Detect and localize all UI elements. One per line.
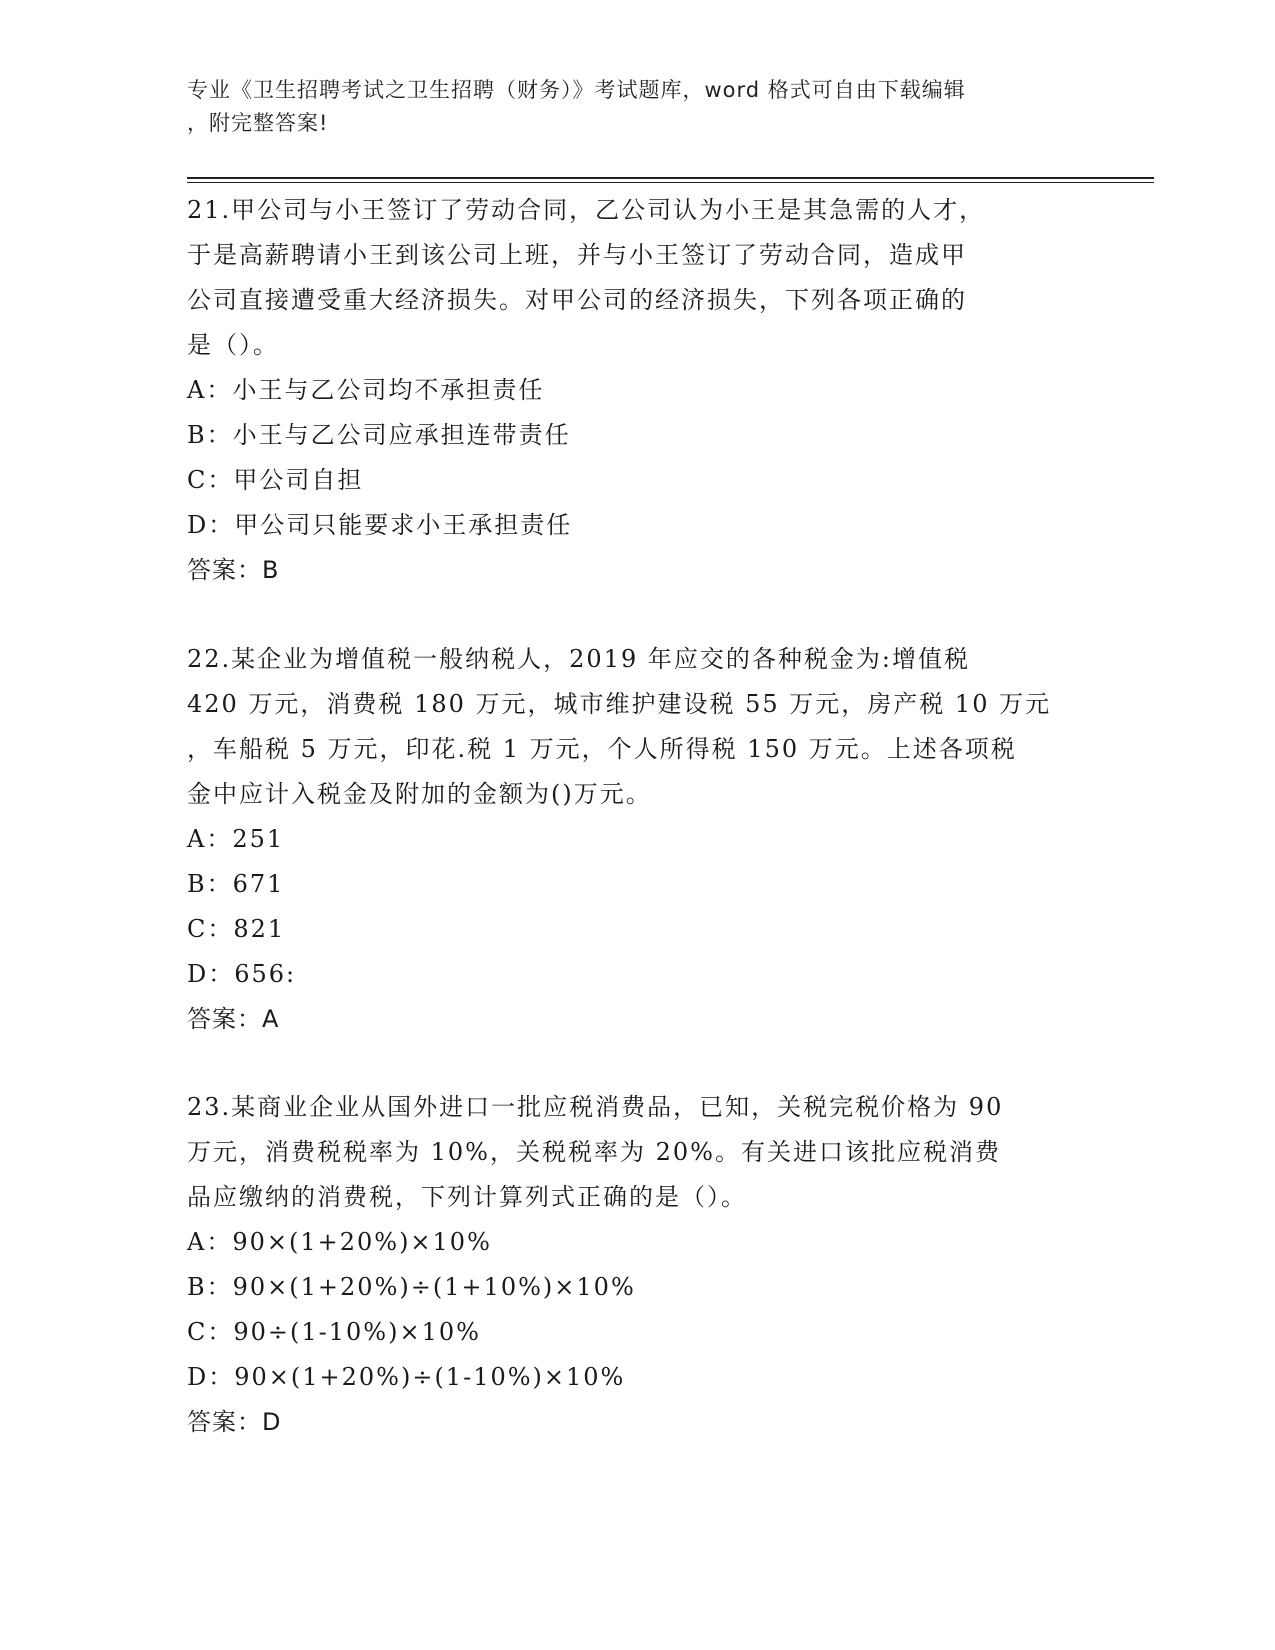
answer: 答案：A — [187, 1005, 280, 1033]
document-header — [187, 74, 1087, 140]
option-c: C：甲公司自担 — [187, 466, 364, 494]
header-line-1: 专业《卫生招聘考试之卫生招聘（财务）》考试题库，word 格式可自由下载编辑 — [187, 78, 966, 102]
option-d: D：甲公司只能要求小王承担责任 — [187, 511, 573, 539]
option-b: B：小王与乙公司应承担连带责任 — [187, 421, 571, 449]
option-c: C：90÷(1-10%)×10% — [187, 1318, 481, 1346]
header-divider-thin — [187, 182, 1154, 183]
option-a: A：小王与乙公司均不承担责任 — [187, 376, 545, 404]
stem-line: 公司直接遭受重大经济损失。对甲公司的经济损失，下列各项正确的 — [187, 286, 967, 314]
option-c: C：821 — [187, 915, 286, 943]
stem-line: 是（）。 — [187, 331, 279, 359]
header-line-2: ，附完整答案! — [187, 111, 329, 135]
header-divider-thick — [187, 177, 1154, 179]
option-a: A：251 — [187, 825, 285, 853]
stem-line: 420 万元，消费税 180 万元，城市维护建设税 55 万元，房产税 10 万元 — [187, 690, 1052, 718]
stem-line: 万元，消费税税率为 10%，关税税率为 20%。有关进口该批应税消费 — [187, 1138, 1001, 1166]
option-b: B：90×(1+20%)÷(1+10%)×10% — [187, 1273, 636, 1301]
stem-line: 23.某商业企业从国外进口一批应税消费品，已知，关税完税价格为 90 — [187, 1093, 1004, 1121]
option-d: D：90×(1+20%)÷(1-10%)×10% — [187, 1363, 626, 1391]
stem-line: 于是高薪聘请小王到该公司上班，并与小王签订了劳动合同，造成甲 — [187, 241, 967, 269]
stem-line: 金中应计入税金及附加的金额为()万元。 — [187, 780, 652, 808]
question-22 — [187, 637, 1087, 1042]
answer: 答案：D — [187, 1408, 282, 1436]
answer: 答案：B — [187, 556, 280, 584]
stem-line: 品应缴纳的消费税，下列计算列式正确的是（）。 — [187, 1183, 747, 1211]
stem-line: 21.甲公司与小王签订了劳动合同，乙公司认为小王是其急需的人才， — [187, 196, 986, 224]
stem-line: 22.某企业为增值税一般纳税人，2019 年应交的各种税金为:增值税 — [187, 645, 970, 673]
option-d: D：656: — [187, 960, 297, 988]
option-a: A：90×(1+20%)×10% — [187, 1228, 492, 1256]
question-21 — [187, 188, 1087, 593]
question-23 — [187, 1085, 1087, 1445]
question-stem — [187, 637, 1087, 817]
stem-line: ，车船税 5 万元，印花.税 1 万元，个人所得税 150 万元。上述各项税 — [187, 735, 1017, 763]
option-b: B：671 — [187, 870, 285, 898]
question-stem — [187, 188, 1087, 368]
question-stem — [187, 1085, 1087, 1220]
